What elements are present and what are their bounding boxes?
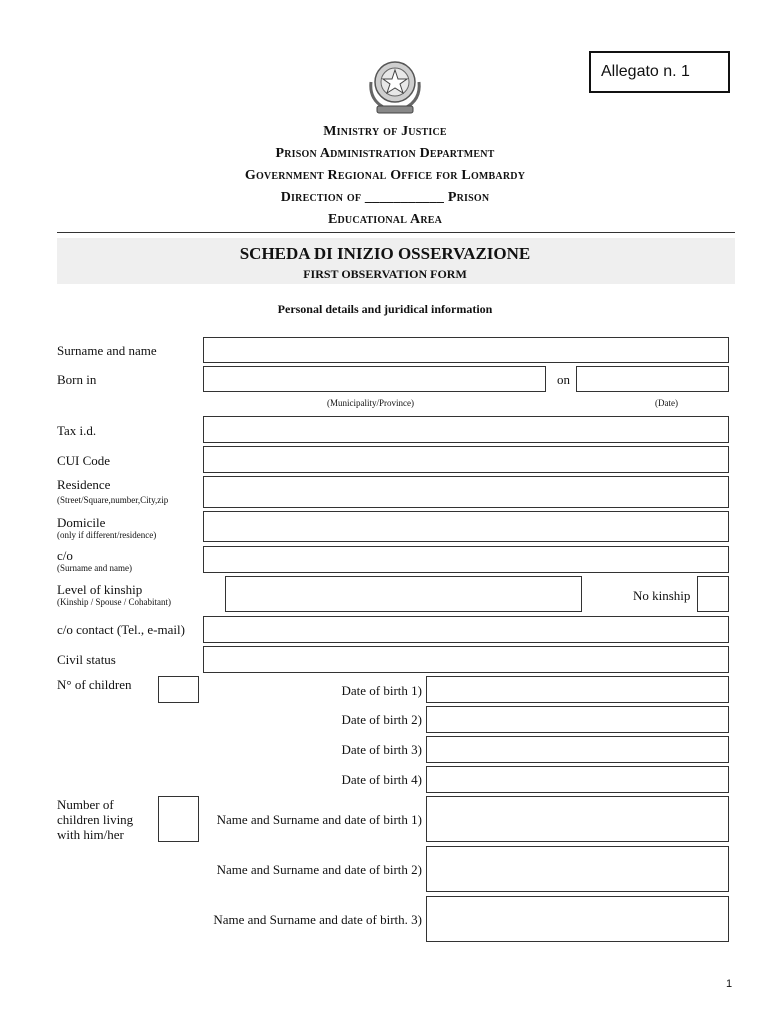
- kinship-field[interactable]: [225, 576, 582, 612]
- residence-label: Residence: [57, 477, 111, 492]
- section-heading: Personal details and juridical information: [277, 302, 493, 316]
- residence-hint: (Street/Square,number,City,zip: [57, 495, 169, 505]
- cui-code-field[interactable]: [203, 446, 729, 473]
- header-regional-office: Government Regional Office for Lombardy: [244, 168, 526, 183]
- domicile-label: Domicile: [57, 515, 106, 530]
- no-kinship-label: No kinship: [633, 588, 691, 603]
- domicile-field[interactable]: [203, 511, 729, 542]
- dob1-field[interactable]: [426, 676, 729, 703]
- tax-id-label: Tax i.d.: [57, 423, 97, 438]
- civil-status-field[interactable]: [203, 646, 729, 673]
- dob1-label: Date of birth 1): [341, 683, 422, 698]
- nsd3-label: Name and Surname and date of birth. 3): [213, 912, 422, 927]
- cui-code-label: CUI Code: [57, 453, 111, 468]
- dob2-field[interactable]: [426, 706, 729, 733]
- form-title: SCHEDA DI INIZIO OSSERVAZIONE: [239, 244, 531, 263]
- nsd1-label: Name and Surname and date of birth 1): [216, 812, 422, 827]
- children-living-label-3: with him/her: [57, 827, 124, 842]
- domicile-hint: (only if different/residence): [57, 530, 157, 540]
- co-contact-field[interactable]: [203, 616, 729, 643]
- on-label: on: [557, 372, 570, 387]
- birth-date-field[interactable]: [576, 366, 729, 392]
- dob4-field[interactable]: [426, 766, 729, 793]
- co-contact-label: c/o contact (Tel., e-mail): [57, 622, 185, 637]
- nsd1-field[interactable]: [426, 796, 729, 842]
- page-number: 1: [726, 978, 733, 990]
- header-area: Educational Area: [327, 212, 443, 227]
- nsd2-label: Name and Surname and date of birth 2): [216, 862, 422, 877]
- header-department: Prison Administration Department: [275, 146, 495, 161]
- dob3-label: Date of birth 3): [341, 742, 422, 757]
- children-living-label-1: Number of: [57, 797, 114, 812]
- kinship-label: Level of kinship: [57, 582, 143, 597]
- form-subtitle: FIRST OBSERVATION FORM: [303, 267, 467, 281]
- municipality-hint: (Municipality/Province): [327, 398, 414, 408]
- num-children-label: N° of children: [57, 677, 132, 692]
- residence-field[interactable]: [203, 476, 729, 508]
- children-living-field[interactable]: [158, 796, 199, 842]
- header-ministry: Ministry of Justice: [323, 124, 447, 139]
- nsd3-field[interactable]: [426, 896, 729, 942]
- header-direction: Direction of ___________ Prison: [280, 190, 490, 205]
- co-label: c/o: [57, 548, 73, 563]
- co-field[interactable]: [203, 546, 729, 573]
- birthplace-field[interactable]: [203, 366, 546, 392]
- header-divider: [57, 232, 735, 233]
- dob4-label: Date of birth 4): [341, 772, 422, 787]
- dob2-label: Date of birth 2): [341, 712, 422, 727]
- num-children-field[interactable]: [158, 676, 199, 703]
- dob3-field[interactable]: [426, 736, 729, 763]
- date-hint: (Date): [655, 398, 678, 408]
- nsd2-field[interactable]: [426, 846, 729, 892]
- surname-name-label: Surname and name: [57, 343, 157, 358]
- co-hint: (Surname and name): [57, 563, 132, 573]
- born-in-label: Born in: [57, 372, 97, 387]
- no-kinship-checkbox[interactable]: [697, 576, 729, 612]
- surname-name-field[interactable]: [203, 337, 729, 363]
- emblem-icon: [363, 52, 427, 118]
- tax-id-field[interactable]: [203, 416, 729, 443]
- kinship-hint: (Kinship / Spouse / Cohabitant): [57, 597, 171, 607]
- civil-status-label: Civil status: [57, 652, 116, 667]
- children-living-label-2: children living: [57, 812, 134, 827]
- attachment-label: Allegato n. 1: [589, 51, 730, 93]
